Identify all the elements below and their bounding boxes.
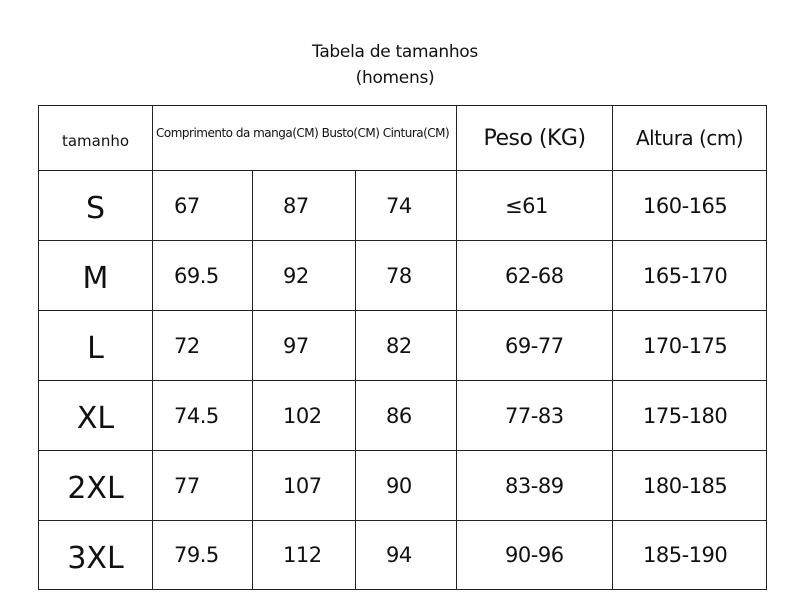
size-cell: S [39, 171, 153, 241]
size-table [38, 105, 767, 590]
weight-cell: 69-77 [457, 311, 613, 381]
waist-cell: 94 [356, 521, 457, 590]
chart-subtitle: (homens) [355, 68, 435, 88]
chest-cell: 97 [253, 311, 356, 381]
header-measurements: Comprimento da manga(CM) Busto(CM) Cintura(CM) [153, 106, 457, 171]
height-cell: 160-165 [613, 171, 767, 241]
weight-cell: 90-96 [457, 521, 613, 590]
sleeve-cell: 72 [153, 311, 253, 381]
weight-cell: 62-68 [457, 241, 613, 311]
header-height: Altura (cm) [613, 106, 767, 171]
waist-cell: 90 [356, 451, 457, 521]
height-cell: 180-185 [613, 451, 767, 521]
sleeve-cell: 69.5 [153, 241, 253, 311]
chest-cell: 87 [253, 171, 356, 241]
table-row [39, 521, 767, 590]
sleeve-cell: 79.5 [153, 521, 253, 590]
waist-cell: 74 [356, 171, 457, 241]
header-size: tamanho [39, 106, 153, 171]
height-cell: 175-180 [613, 381, 767, 451]
table-row [39, 451, 767, 521]
chest-cell: 107 [253, 451, 356, 521]
table-row [39, 171, 767, 241]
waist-cell: 78 [356, 241, 457, 311]
sleeve-cell: 77 [153, 451, 253, 521]
sleeve-cell: 67 [153, 171, 253, 241]
size-cell: M [39, 241, 153, 311]
table-body [39, 171, 767, 590]
size-cell: 2XL [39, 451, 153, 521]
height-cell: 165-170 [613, 241, 767, 311]
header-weight: Peso (KG) [457, 106, 613, 171]
weight-cell: 83-89 [457, 451, 613, 521]
waist-cell: 86 [356, 381, 457, 451]
chest-cell: 112 [253, 521, 356, 590]
waist-cell: 82 [356, 311, 457, 381]
table-row [39, 381, 767, 451]
size-cell: XL [39, 381, 153, 451]
weight-cell: 77-83 [457, 381, 613, 451]
header-row [39, 106, 767, 171]
size-cell: 3XL [39, 521, 153, 590]
size-cell: L [39, 311, 153, 381]
sleeve-cell: 74.5 [153, 381, 253, 451]
table-row [39, 311, 767, 381]
weight-cell: ≤61 [457, 171, 613, 241]
chart-title: Tabela de tamanhos [312, 42, 478, 62]
chest-cell: 92 [253, 241, 356, 311]
table-row [39, 241, 767, 311]
height-cell: 170-175 [613, 311, 767, 381]
chest-cell: 102 [253, 381, 356, 451]
height-cell: 185-190 [613, 521, 767, 590]
